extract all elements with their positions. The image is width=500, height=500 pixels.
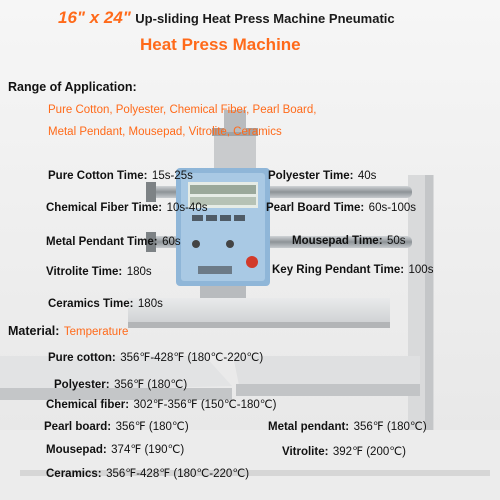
temp-metal-pendant: Metal pendant: 356℉ (180℃)	[268, 421, 427, 433]
page-subtitle: Heat Press Machine	[140, 35, 301, 54]
temp-polyester: Polyester: 356℉ (180℃)	[54, 379, 188, 391]
material-heading: Material: Temperature	[8, 324, 129, 338]
time-vitrolite: Vitrolite Time: 180s	[46, 266, 152, 278]
time-key-ring-pendant: Key Ring Pendant Time: 100s	[272, 264, 434, 276]
temp-vitrolite: Vitrolite: 392℉ (200℃)	[282, 446, 406, 458]
temp-pearl-board: Pearl board: 356℉ (180℃)	[44, 421, 189, 433]
title-size: 16" x 24"	[58, 8, 131, 27]
time-polyester: Polyester Time: 40s	[268, 170, 377, 182]
time-mousepad: Mousepad Time: 50s	[292, 235, 406, 247]
page-title	[58, 8, 395, 28]
time-chemical-fiber: Chemical Fiber Time: 10s-40s	[46, 202, 208, 214]
temp-pure-cotton: Pure cotton: 356℉-428℉ (180℃-220℃)	[48, 352, 264, 364]
temp-ceramics: Ceramics: 356℉-428℉ (180℃-220℃)	[46, 468, 250, 480]
time-ceramics: Ceramics Time: 180s	[48, 298, 163, 310]
time-metal-pendant: Metal Pendant Time: 60s	[46, 236, 181, 248]
application-line-2: Metal Pendant, Mousepad, Vitrolite, Ceramics	[48, 126, 282, 138]
temp-chemical-fiber: Chemical fiber: 302℉-356℉ (150℃-180℃)	[46, 399, 277, 411]
title-text: Up-sliding Heat Press Machine Pneumatic	[135, 11, 395, 26]
temp-mousepad: Mousepad: 374℉ (190℃)	[46, 444, 185, 456]
time-pearl-board: Pearl Board Time: 60s-100s	[266, 202, 416, 214]
application-heading: Range of Application:	[8, 80, 137, 94]
temperature-subheading: Temperature	[63, 326, 129, 338]
time-pure-cotton: Pure Cotton Time: 15s-25s	[48, 170, 193, 182]
application-line-1: Pure Cotton, Polyester, Chemical Fiber, Pearl Board,	[48, 104, 317, 116]
